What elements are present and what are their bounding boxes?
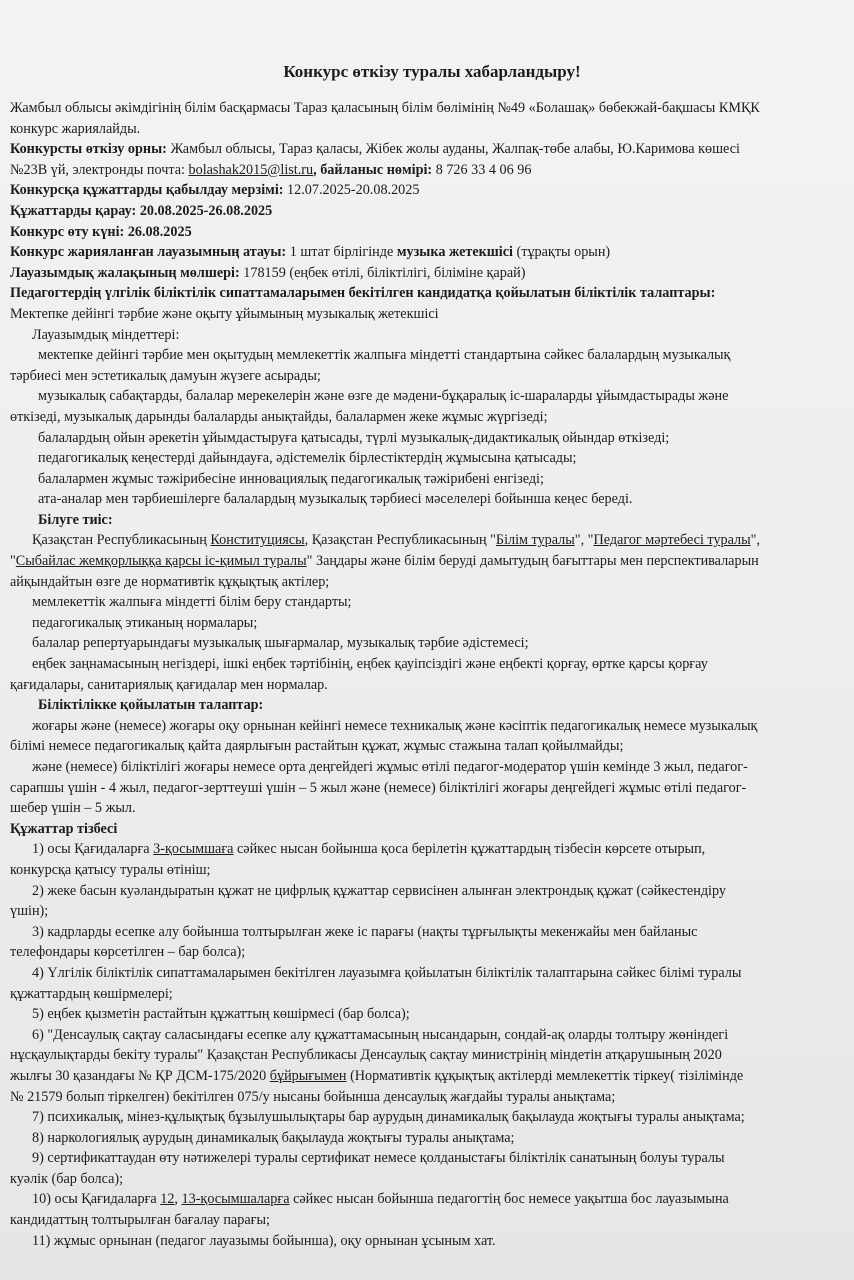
qualification-line: және (немесе) біліктілігі жоғары немесе орта деңгейдегі жұмыс өтілі педагог-модератор үшін кемінде 3 жыл, педагог- (32, 759, 748, 775)
knowledge-line-2 (10, 551, 854, 572)
salary-line (10, 263, 854, 284)
venue-value: Жамбыл облысы, Тараз қаласы, Жібек жолы ауданы, Жалпақ-төбе алабы, Ю.Каримова көшесі (166, 141, 740, 158)
venue-line-2 (10, 160, 854, 181)
page-title: Конкурс өткізу туралы хабарландыру! (283, 62, 581, 81)
duty-line: балалармен жұмыс тәжірибесіне инновациялық педагогикалық тәжірибені енгізеді; (38, 470, 544, 487)
qualification-line: сарапшы үшін - 4 жыл, педагог-зерттеуші үшін – 5 жыл және (немесе) біліктілігі жоғары деңгейдегі жұмыс өтілі педагог- (10, 779, 747, 796)
review-line: Құжаттарды қарау: 20.08.2025-26.08.2025 (10, 202, 273, 219)
acceptance-value: 12.07.2025-20.08.2025 (283, 182, 420, 199)
knowledge-line-1 (10, 530, 854, 551)
doc-item-6-cont (10, 1066, 854, 1087)
knowledge-text: Қазақстан Республикасының (32, 532, 211, 549)
doc-item-10-cont: кандидаттың толтырылған бағалау парағы; (10, 1212, 270, 1229)
intro-line-2: конкурс жариялайды. (10, 120, 141, 137)
knowledge-text: ", " (574, 532, 594, 549)
doc-item-9-cont: куәлік (бар болса); (10, 1170, 124, 1187)
doc-item-2: 2) жеке басын куәландыратын құжат не цифрлық құжаттар сервисінен алынған электрондық құжат (сәйкестендіру (32, 882, 726, 899)
email-link[interactable]: bolashak2015@list.ru (188, 161, 314, 178)
position-count: 1 штат бірлігінде (286, 244, 397, 261)
venue-line-1 (10, 139, 854, 160)
doc-item-text: сәйкес нысан бойынша педагогтің бос немесе уақытша бос лауазымына (289, 1191, 729, 1208)
knowledge-line: балалар репертуарындағы музыкалық шығармалар, музыкалық тәрбие әдістемесі; (32, 635, 529, 652)
doc-item-text: 10) осы Қағидаларға (32, 1191, 161, 1208)
doc-item-6-cont: нұсқаулықтарды бекіту туралы" Қазақстан Республикасы Денсаулық сақтау министрінің міндетін атқарушының 2020 (10, 1047, 722, 1064)
position-line (10, 242, 854, 263)
annex-12-link[interactable]: 12 (160, 1191, 175, 1208)
doc-item-2-cont: үшін); (10, 903, 49, 920)
duty-line: өткізеді, музыкалық дарынды балаларды анықтайды, балалармен жеке жұмыс жүргізеді; (10, 408, 548, 425)
knowledge-text: , Қазақстан Республикасының " (304, 532, 496, 549)
doc-item-4: 4) Үлгілік біліктілік сипаттамаларымен бекітілген лауазымға қойылатын біліктілік талаптарына сәйкес білімі туралы (32, 964, 742, 981)
documents-title: Құжаттар тізбесі (10, 820, 118, 837)
venue-label: Конкурсты өткізу орны: (10, 141, 167, 158)
annex-13-link[interactable]: 13-қосымшаларға (181, 1191, 290, 1208)
doc-item-text: , (174, 1191, 182, 1208)
teacher-status-law-link[interactable]: Педагог мәртебесі туралы (593, 532, 751, 549)
doc-item-text: 1) осы Қағидаларға (32, 841, 154, 858)
knowledge-line: мемлекеттік жалпыға міндетті білім беру стандарты; (32, 594, 352, 611)
knowledge-text: " Заңдары және білім беруді дамытудың бағыттары мен перспективаларын (306, 553, 759, 570)
doc-item-1-cont: конкурсқа қатысу туралы өтініш; (10, 861, 211, 878)
position-label: Конкурс жарияланған лауазымның атауы: (10, 244, 287, 261)
doc-item-4-cont: құжаттардың көшірмелері; (10, 985, 173, 1002)
phone-value: 8 726 33 4 06 96 (432, 161, 532, 178)
qualification-title: Біліктілікке қойылатын талаптар: (38, 697, 264, 714)
doc-item-11: 11) жұмыс орнынан (педагог лауазымы бойынша), оқу орнынан ұсыным хат. (32, 1232, 496, 1249)
knowledge-text: ", (750, 532, 761, 549)
doc-item-text: жылғы 30 қазандағы № ҚР ДСМ-175/2020 (10, 1067, 270, 1084)
doc-item-7: 7) психикалық, мінез-құлықтық бұзылушылықтары бар аурудың динамикалық бақылауда жоқтығы туралы анықтама; (32, 1109, 745, 1126)
duty-line: ата-аналар мен тәрбиешілерге балалардың музыкалық тәрбиесі мәселелері бойынша кеңес береді. (38, 491, 633, 508)
intro-line-1: Жамбыл облысы әкімдігінің білім басқармасы Тараз қаласының білім бөлімінің №49 «Болашақ» бөбекжай-бақшасы КМҚК (10, 100, 760, 116)
duty-line: тәрбиесі мен эстетикалық дамуын жүзеге асырады; (10, 367, 321, 384)
duties-org: Мектепке дейінгі тәрбие және оқыту ұйымының музыкалық жетекшісі (10, 305, 439, 322)
doc-item-1 (10, 839, 854, 860)
phone-label: , байланыс нөмірі: (313, 161, 433, 178)
doc-item-text: (Нормативтік құқықтық актілерді мемлекеттік тіркеу( тізілімінде (346, 1067, 744, 1084)
doc-item-6-cont: № 21579 болып тіркелген) бекітілген 075/у нысаны бойынша денсаулық жағдайы туралы анықтама; (10, 1088, 616, 1105)
knowledge-line: педагогикалық этиканың нормалары; (32, 614, 258, 631)
position-title: музыка жетекшісі (396, 244, 513, 261)
doc-item-9: 9) сертификаттаудан өту нәтижелері туралы сертификат немесе қолданыстағы біліктілік санатының болуы туралы (32, 1150, 725, 1167)
order-link[interactable]: бұйрығымен (269, 1067, 347, 1084)
acceptance-line (10, 180, 854, 201)
duties-title: Лауазымдық міндеттері: (32, 326, 180, 343)
knowledge-line: еңбек заңнамасының негіздері, ішкі еңбек тәртібінің, еңбек қауіпсіздігі және еңбекті қорғау, өртке қарсы қорғау (32, 656, 708, 673)
doc-item-6: 6) "Денсаулық сақтау саласындағы есепке алу құжаттамасының нысандарын, сондай-ақ оларды толтыру жөніндегі (32, 1026, 729, 1043)
position-type: (тұрақты орын) (512, 244, 611, 261)
date-line: Конкурс өту күні: 26.08.2025 (10, 223, 192, 240)
education-law-link[interactable]: Білім туралы (495, 532, 575, 549)
knowledge-line: айқындайтын өзге де нормативтік құқықтық актілер; (10, 573, 330, 590)
knowledge-line: қағидалары, санитариялық қағидалар мен нормалар. (10, 676, 328, 693)
document-body (10, 98, 854, 1251)
doc-item-5: 5) еңбек қызметін растайтын құжаттың көшірмесі (бар болса); (32, 1006, 410, 1023)
doc-item-8: 8) наркологиялық аурудың динамикалық бақылауда жоқтығы туралы анықтама; (32, 1129, 515, 1146)
duty-line: музыкалық сабақтарды, балалар мерекелерін және өзге де мәдени-бұқаралық іс-шараларды ұйымдастырады және (38, 388, 729, 405)
salary-value: 178159 (еңбек өтілі, біліктілігі, біліміне қарай) (239, 264, 526, 281)
knowledge-title: Білуге тиіс: (38, 511, 113, 528)
duty-line: балалардың ойын әрекетін ұйымдастыруға қатысады, түрлі музыкалық-дидактикалық ойындар өткізеді; (38, 429, 670, 446)
doc-item-text: сәйкес нысан бойынша қоса берілетін құжаттардың тізбесін көрсете отырып, (233, 841, 706, 858)
duty-line: мектепке дейінгі тәрбие мен оқытудың мемлекеттік жалпыға міндетті стандартына сәйкес балалардың музыкалық (38, 347, 731, 364)
knowledge-text: " (10, 553, 16, 570)
qualification-line: шебер үшін – 5 жыл. (10, 800, 136, 817)
doc-item-3-cont: телефондары көрсетілген – бар болса); (10, 944, 246, 961)
requirements-header: Педагогтердің үлгілік біліктілік сипаттамаларымен бекітілген кандидатқа қойылатын біліктілік талаптары: (10, 285, 716, 302)
doc-item-10 (10, 1189, 854, 1210)
salary-label: Лауазымдық жалақының мөлшері: (10, 264, 240, 281)
annex-3-link[interactable]: 3-қосымшаға (153, 841, 234, 858)
venue-address-end: №23В үй, электронды почта: (10, 161, 189, 178)
doc-item-3: 3) кадрларды есепке алу бойынша толтырылған жеке іс парағы (нақты тұрғылықты мекенжайы мен байланыс (32, 923, 698, 940)
qualification-line: жоғары және (немесе) жоғары оқу орнынан кейінгі немесе техникалық және кәсіптік педагогикалық немесе музыкалық (32, 717, 758, 734)
anticorruption-law-link[interactable]: Сыбайлас жемқорлыққа қарсы іс-қимыл туралы (15, 553, 307, 570)
constitution-link[interactable]: Конституциясы (210, 532, 305, 549)
qualification-line: білімі немесе педагогикалық қайта даярлығын растайтын құжат, жұмыс стажына талап қойылмайды; (10, 738, 624, 755)
duty-line: педагогикалық кеңестерді дайындауға, әдістемелік бірлестіктердің жұмысына қатысады; (38, 450, 577, 467)
acceptance-label: Конкурсқа құжаттарды қабылдау мерзімі: (10, 182, 284, 199)
